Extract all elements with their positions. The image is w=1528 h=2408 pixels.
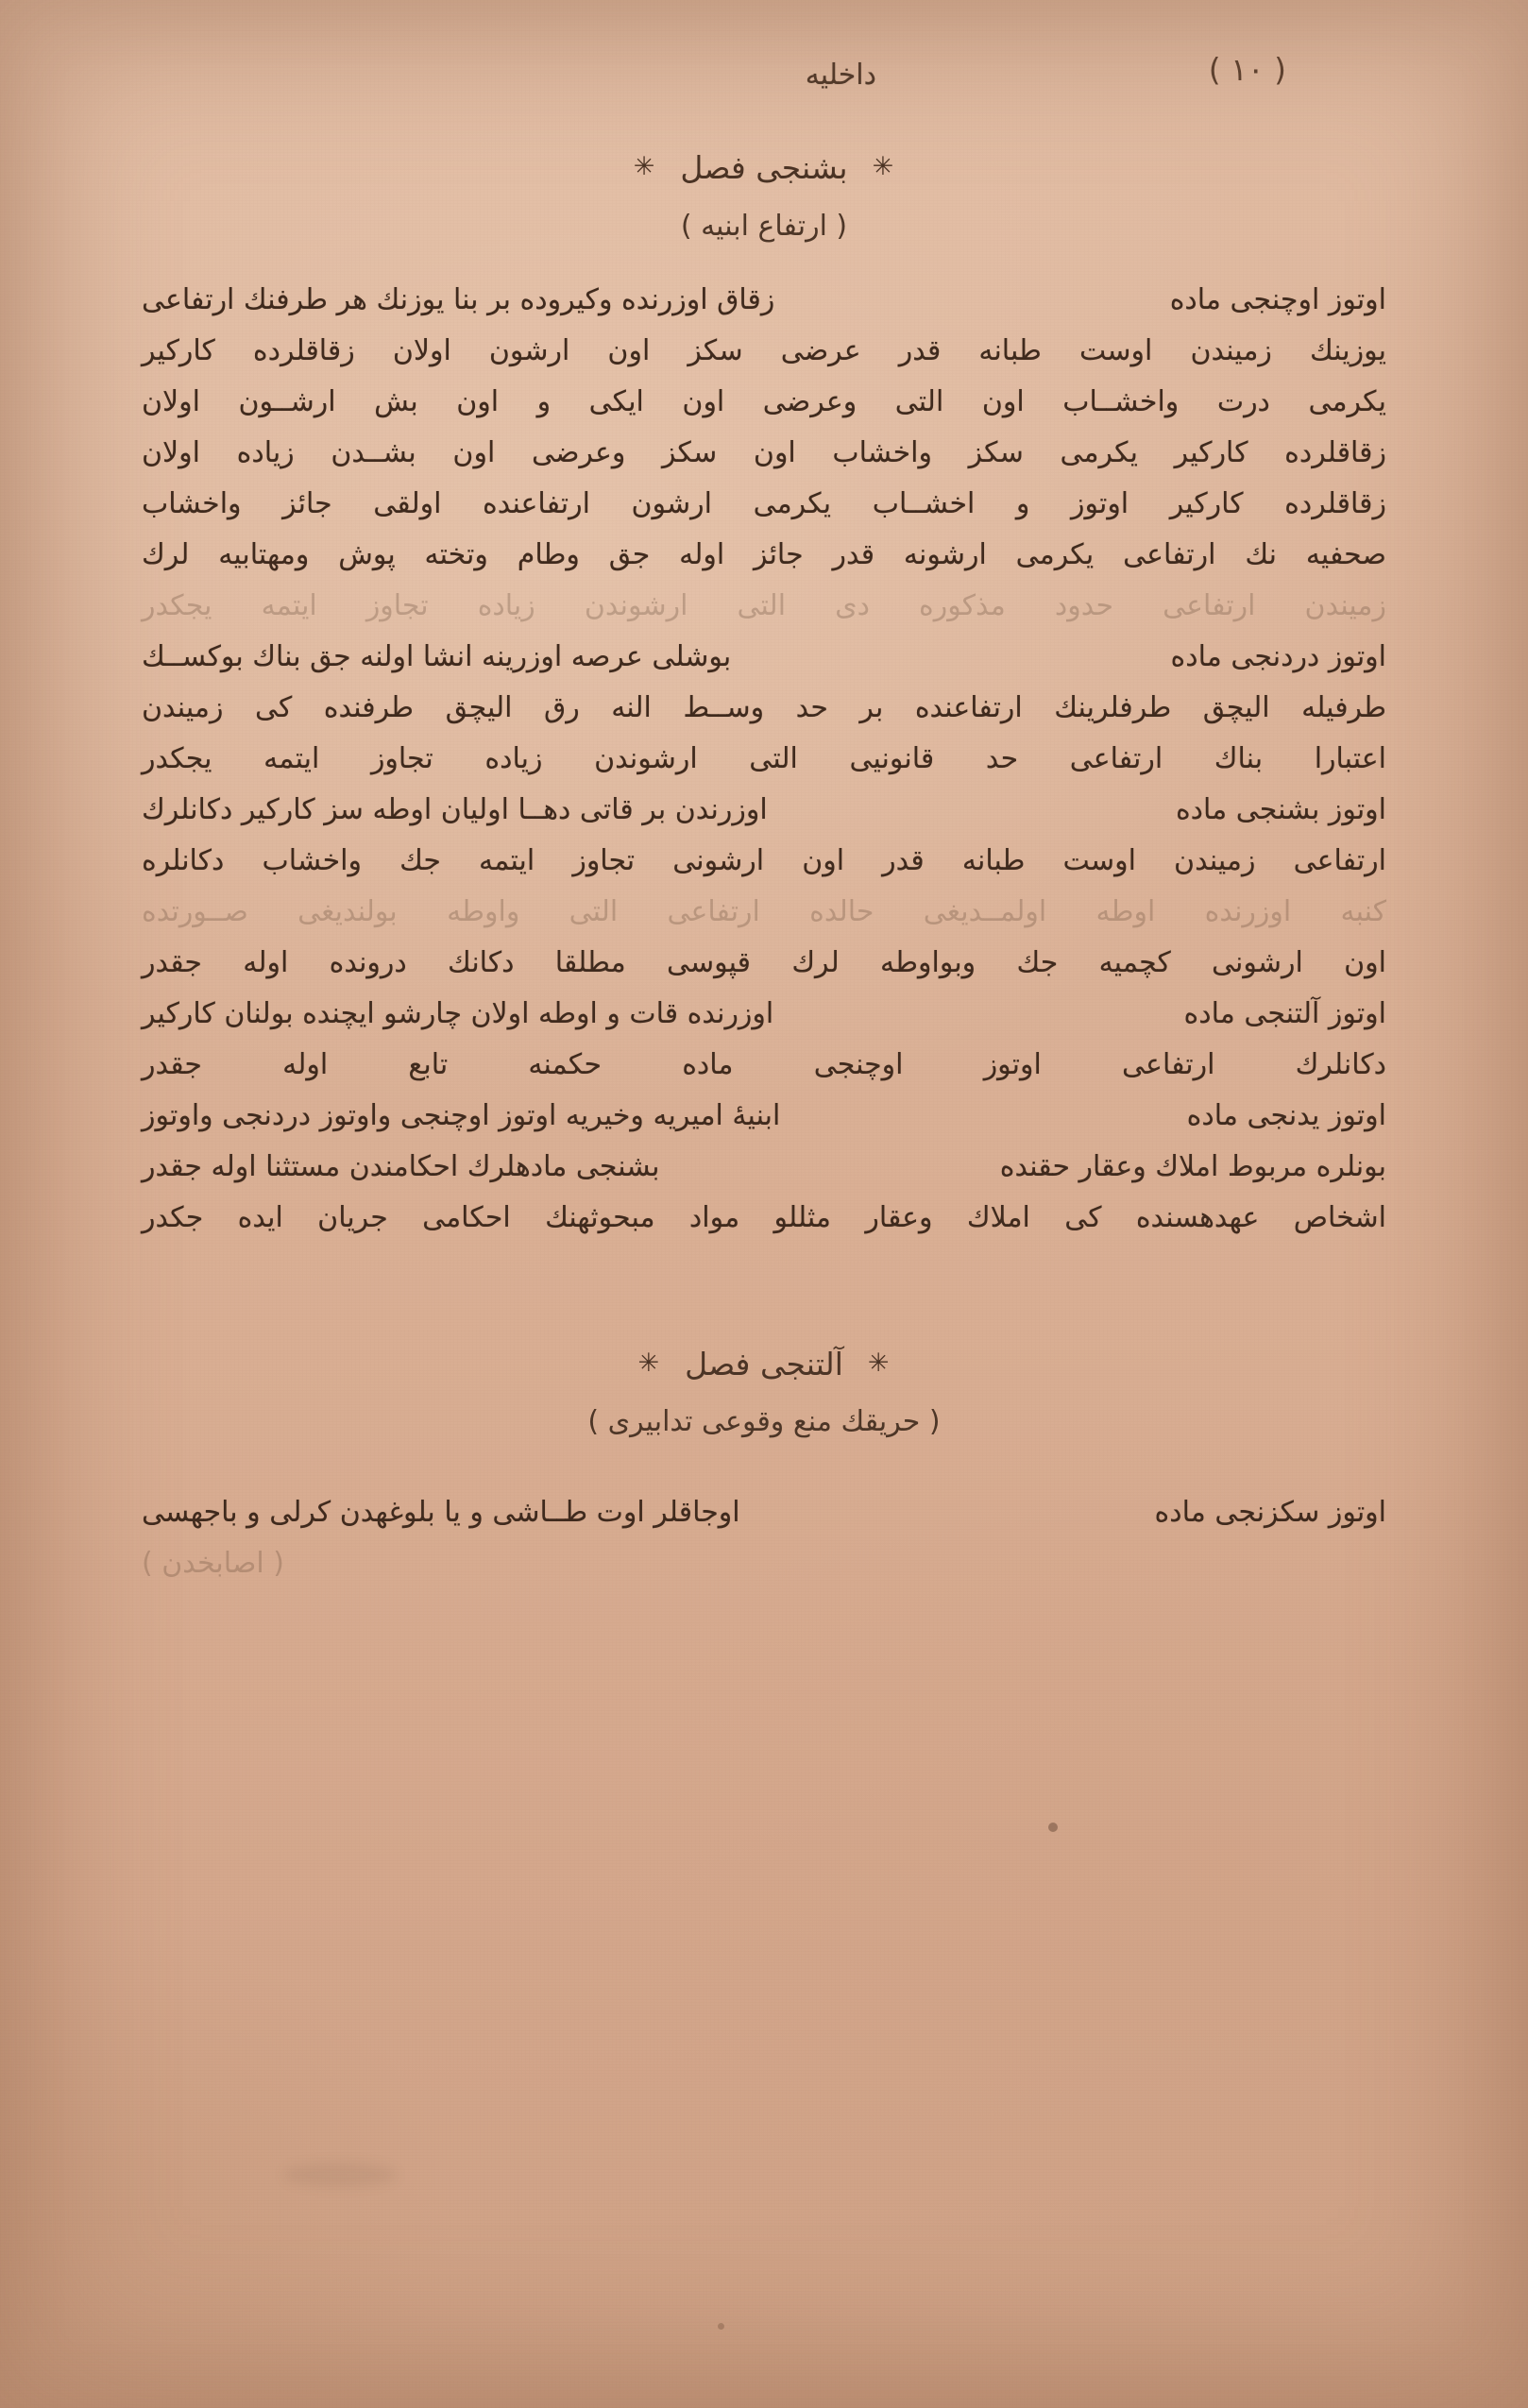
text-line bbox=[142, 1496, 1386, 1550]
chapter-six-title: آلتنجی فصل bbox=[685, 1345, 843, 1382]
line-text: اوزرنده قات و اوطه اولان چارشو ایچنده بولنان كاركیر bbox=[142, 996, 774, 1030]
text-line bbox=[142, 1547, 1386, 1601]
line-text: زقاقلرده كاركیر یكرمی سكز واخشاب اون سكز وعرضی اون بشــدن زیاده اولان bbox=[142, 435, 1386, 469]
text-line bbox=[142, 996, 1386, 1051]
line-text: ابنیهٔ امیریه وخیریه اوتوز اوچنجی واوتوز دردنجی واوتوز bbox=[142, 1098, 781, 1132]
article-heading: اوتوز اوچنجی ماده bbox=[1169, 282, 1386, 316]
article-heading: اوتوز آلتنجی ماده bbox=[1183, 996, 1386, 1030]
body-text-block bbox=[142, 282, 1386, 1255]
tail-text-block bbox=[142, 1496, 1386, 1601]
text-line bbox=[142, 894, 1386, 949]
text-line bbox=[142, 486, 1386, 541]
text-line bbox=[142, 690, 1386, 745]
chapter-six-block bbox=[142, 1346, 1386, 1439]
article-heading: اوتوز دردنجی ماده bbox=[1170, 639, 1386, 673]
ornament-star-icon: ✳ bbox=[637, 1348, 661, 1378]
article-heading: اوتوز یدنجی ماده bbox=[1186, 1098, 1386, 1132]
text-line bbox=[142, 1098, 1386, 1153]
line-text: طرفیله الیچق طرفلرینك ارتفاعنده بر حد وســط النه رق الیچق طرفنده كی زمیندن bbox=[142, 690, 1386, 724]
page-number: ( ١٠ ) bbox=[1208, 51, 1286, 88]
ornament-star-icon: ✳ bbox=[867, 1348, 891, 1378]
text-line bbox=[142, 588, 1386, 643]
ornament-star-icon: ✳ bbox=[872, 152, 895, 181]
line-text: یكرمی درت واخشــاب اون التی وعرضی اون ایكی و اون بش ارشــون اولان bbox=[142, 384, 1386, 418]
chapter-five-heading bbox=[142, 149, 1386, 187]
line-text: دكانلرك ارتفاعی اوتوز اوچنجی ماده حكمنه تابع اوله جقدر bbox=[142, 1047, 1386, 1081]
text-line bbox=[142, 282, 1386, 337]
text-line bbox=[142, 435, 1386, 490]
chapter-five-title: بشنجی فصل bbox=[680, 149, 848, 186]
line-text: زمیندن ارتفاعی حدود مذكوره دی التی ارشوندن زیاده تجاوز ایتمه یجكدر bbox=[142, 588, 1386, 622]
text-line bbox=[142, 792, 1386, 847]
text-line bbox=[142, 741, 1386, 796]
line-text: اون ارشونی كچمیه جك وبواوطه لرك قپوسی مطلقا دكانك درونده اوله جقدر bbox=[142, 945, 1386, 979]
line-text: اشخاص عهدهسنده كی املاك وعقار مثللو مواد مبحوثهنك احكامی جریان ایده جكدر bbox=[142, 1200, 1386, 1234]
text-line bbox=[142, 537, 1386, 592]
text-line bbox=[142, 945, 1386, 1000]
line-text: اوزرندن بر قاتی دهــا اولیان اوطه سز كاركیر دكانلرك bbox=[142, 792, 768, 826]
chapter-five-subtitle: ( ارتفاع ابنیه ) bbox=[680, 209, 848, 243]
text-line bbox=[142, 1149, 1386, 1204]
article-heading: اوتوز سكزنجی ماده bbox=[1154, 1496, 1386, 1530]
chapter-six-heading bbox=[142, 1346, 1386, 1383]
line-text: ارتفاعی زمیندن اوست طبانه قدر اون ارشونی تجاوز ایتمه جك واخشاب دكانلره bbox=[142, 843, 1386, 877]
line-text: بشنجی مادهلرك احكامندن مستثنا اوله جقدر bbox=[142, 1149, 660, 1183]
ornament-star-icon: ✳ bbox=[633, 152, 656, 181]
article-heading: اوتوز بشنجی ماده bbox=[1175, 792, 1386, 826]
line-text: صحفیه نك ارتفاعی یكرمی ارشونه قدر جائز اوله جق وطام وتخته پوش ومهتابیه لرك bbox=[142, 537, 1386, 571]
line-text: زقاق اوزرنده وكیروده بر بنا یوزنك هر طرفنك ارتفاعی bbox=[142, 282, 775, 316]
line-text: ( اصابخدن ) bbox=[142, 1547, 284, 1581]
text-line bbox=[142, 1047, 1386, 1102]
running-head-title: داخليه bbox=[805, 59, 876, 92]
text-line bbox=[142, 1200, 1386, 1255]
line-text: یوزینك زمیندن اوست طبانه قدر عرضی سكز اون ارشون اولان زقاقلرده كاركیر bbox=[142, 333, 1386, 367]
text-line bbox=[142, 639, 1386, 694]
line-text: اعتبارا بناك ارتفاعی حد قانونیی التی ارشوندن زیاده تجاوز ایتمه یجكدر bbox=[142, 741, 1386, 775]
running-header bbox=[142, 43, 1386, 117]
line-text: زقاقلرده كاركیر اوتوز و اخشــاب یكرمی ارشون ارتفاعنده اولقی جائز واخشاب bbox=[142, 486, 1386, 520]
line-text: بوشلی عرصه اوزرینه انشا اولنه جق بناك بوكســك bbox=[142, 639, 732, 673]
line-text: كنبه اوزرنده اوطه اولمــدیغی حالده ارتفاعی التی واوطه بولندیغی صــورتده bbox=[142, 894, 1386, 928]
chapter-six-subtitle: ( حریقك منع وقوعی تدابیری ) bbox=[587, 1405, 941, 1439]
text-line bbox=[142, 843, 1386, 898]
text-line bbox=[142, 333, 1386, 388]
text-line bbox=[142, 384, 1386, 439]
line-text: اوجاقلر اوت طــاشی و یا بلوغهدن كرلی و باجهسی bbox=[142, 1496, 740, 1530]
line-text-secondary: بونلره مربوط املاك وعقار حقنده bbox=[999, 1149, 1386, 1183]
